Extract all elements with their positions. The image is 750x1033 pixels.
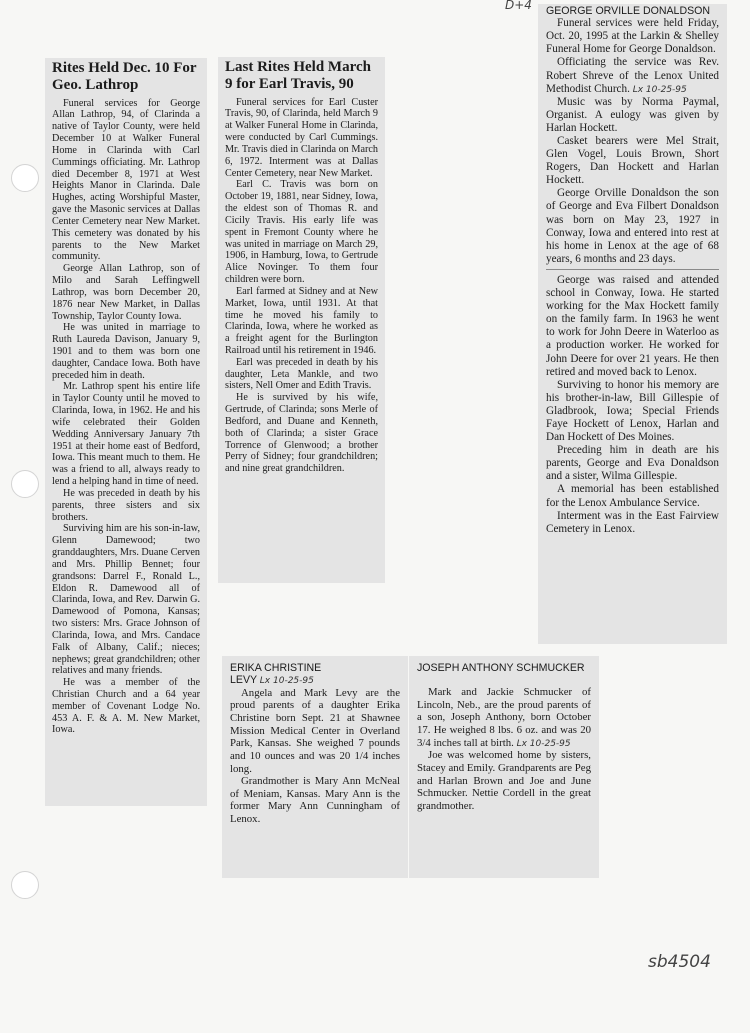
travis-paragraph: Funeral services for Earl Custer Travis, 90, of Clarinda, held March 9 at Walker Funeral Home in Clarinda, were conducted by Carl Cummings. Mr. Travis died in Clarinda on March 6, 1972. Interment was at Dallas Center Cemetery, near New Market.	[225, 96, 378, 179]
donaldson-paragraph: Surviving to honor his memory are his brother-in-law, Bill Gillespie of Gladbrook, Iowa; Special Friends Faye Hockett of Lenox, Harlan and Dan Hockett of Des Moines.	[546, 378, 719, 444]
schmucker-paragraph: Joe was welcomed home by sisters, Stacey and Emily. Grandparents are Peg and Harlan Brown and Joe and June Schmucker. Nettie Cordell in the great grandmother.	[417, 749, 591, 812]
donaldson-name: GEORGE ORVILLE DONALDSON	[546, 5, 711, 17]
donaldson-paragraph	[546, 56, 719, 95]
binder-hole	[11, 164, 39, 192]
levy-birth-announcement	[222, 656, 408, 878]
travis-paragraph: Earl was preceded in death by his daughter, Leta Mankle, and two sisters, Nell Omer and Edith Travis.	[225, 356, 378, 392]
donaldson-paragraph: Preceding him in death are his parents, George and Eva Donaldson and a sister, Wilma Gillespie.	[546, 444, 719, 483]
travis-obituary-clipping	[218, 57, 385, 583]
travis-paragraph: Earl C. Travis was born on October 19, 1881, near Sidney, Iowa, the eldest son of Thomas R. and Cicily Travis. His early life was spent in Fremont County where he was united in marriage on March 29, 1906, in Hamburg, Iowa, to Gertrude Alice Novinger. To them four children were born.	[225, 179, 378, 286]
donaldson-paragraph: George was raised and attended school in Conway, Iowa. He started working for the Max Hockett family on the family farm. In 1963 he went to work for John Deere in Waterloo as a production worker. He worked for John Deere for over 21 years. He then retired and moved back to Lenox.	[546, 273, 719, 378]
schmucker-birth-text: Mark and Jackie Schmucker of Lincoln, Neb., are the proud parents of a son, Joseph Anthony, born October 17. He weighed 8 lbs. 6 oz. and was 20 3/4 inches tall at birth.	[417, 686, 591, 749]
donaldson-officiant-text: Officiating the service was Rev. Robert Shreve of the Lenox United Methodist Church.	[546, 56, 719, 95]
donaldson-paragraph: George Orville Donaldson the son of George and Eva Filbert Donaldson was born on May 23, 1927 in Conway, Iowa and entered into rest at his home in Lenox at the age of 68 years, 6 months and 23 days.	[546, 187, 719, 265]
lathrop-obituary-clipping	[45, 58, 207, 806]
schmucker-paragraph	[417, 686, 591, 749]
lathrop-paragraph: Surviving him are his son-in-law, Glenn Damewood; two granddaughters, Mrs. Duane Cerven and Mrs. Phillip Bennet; four grandsons: Darrel F., Ronald L., Eldon R. Damewood all of Clarinda, Iowa, and Rev. Darwin G. Damewood of Pomona, Kansas; two sisters: Mrs. Grace Johnson of Clarinda, Iowa, and Mrs. Candace Falk of Albany, Calif.; nieces; nephews; great grandchildren; other relatives and many friends.	[52, 523, 200, 677]
handwritten-page-number: sb4504	[648, 952, 711, 972]
donaldson-paragraph: Casket bearers were Mel Strait, Glen Vogel, Louis Brown, Short Rogers, Dan Hockett and Harlan Hockett.	[546, 135, 719, 187]
lathrop-paragraph: Funeral services for George Allan Lathrop, 94, of Clarinda a native of Taylor County, were held December 10 at Walker Funeral Home in Clarinda with Carl Cummings officiating. Mr. Lathrop died December 8, 1971 at West Heights Manor in Clarinda. Dale Hughes, acting Worshipful Master, gave the Masonic services at Dallas Center Cemetery near New Market. This cemetery was donated by his parents to the New Market community.	[52, 97, 200, 263]
lathrop-paragraph: He was a member of the Christian Church and a 64 year member of Covenant Lodge No. 453 A. F. & A. M. New Market, Iowa.	[52, 677, 200, 736]
travis-paragraph: He is survived by his wife, Gertrude, of Clarinda; sons Merle of Bedford, and Duane and Kenneth, both of Clarinda; a sister Grace Torrence of Glenwood; a brother Perry of Sidney; four grandchildren; and nine great grandchildren.	[225, 392, 378, 475]
lathrop-paragraph: George Allan Lathrop, son of Milo and Sarah Leffingwell Lathrop, was born December 20, 1876 near New Market, in Dallas Township, Taylor County Iowa.	[52, 263, 200, 322]
clipping-divider	[546, 269, 719, 270]
donaldson-paragraph: Interment was in the East Fairview Cemetery in Lenox.	[546, 509, 719, 535]
lathrop-headline: Rites Held Dec. 10 For Geo. Lathrop	[52, 60, 197, 93]
donaldson-handwritten-date: Lx 10-25-95	[632, 84, 687, 95]
levy-name-row	[230, 674, 400, 687]
lathrop-paragraph: He was united in marriage to Ruth Laureda Davison, January 9, 1901 and to them was born one daughter, Candace Iowa. Both have preceded him in death.	[52, 322, 200, 381]
donaldson-paragraph: Funeral services were held Friday, Oct. 20, 1995 at the Larkin & Shelley Funeral Home for George Donaldson.	[546, 17, 719, 56]
schmucker-handwritten-date: Lx 10-25-95	[516, 738, 571, 749]
lathrop-paragraph: He was preceded in death by his parents, three sisters and six brothers.	[52, 487, 200, 523]
levy-handwritten-date: Lx 10-25-95	[259, 676, 314, 687]
levy-paragraph: Grandmother is Mary Ann McNeal of Meniam, Kansas. Mary Ann is the former Mary Ann Cunningham of Lenox.	[230, 775, 400, 826]
binder-hole	[11, 470, 39, 498]
donaldson-paragraph: A memorial has been established for the Lenox Ambulance Service.	[546, 483, 719, 509]
binder-hole	[11, 871, 39, 899]
schmucker-name: JOSEPH ANTHONY SCHMUCKER	[417, 662, 585, 674]
donaldson-obituary-clipping	[538, 4, 727, 644]
levy-paragraph: Angela and Mark Levy are the proud parents of a daughter Erika Christine born Sept. 21 at Shawnee Mission Medical Center in Overland Park, Kansas. She weighed 7 pounds and 10 ounces and was 20 1/4 inches long.	[230, 686, 400, 775]
levy-name-line1: ERIKA CHRISTINE	[230, 662, 322, 674]
schmucker-birth-announcement	[409, 656, 599, 878]
travis-headline: Last Rites Held March 9 for Earl Travis, 90	[225, 59, 371, 92]
levy-name-line2: LEVY	[230, 674, 258, 687]
travis-paragraph: Earl farmed at Sidney and at New Market, Iowa, until 1931. At that time he moved his family to Clarinda, Iowa, where he worked as a freight agent for the Burlington Railroad until his retirement in 1946.	[225, 285, 378, 356]
donaldson-paragraph: Music was by Norma Paymal, Organist. A eulogy was given by Harlan Hockett.	[546, 95, 719, 134]
handwritten-top-note: D+4	[505, 0, 532, 12]
lathrop-paragraph: Mr. Lathrop spent his entire life in Taylor County until he moved to Clarinda, Iowa, in 1962. He and his wife celebrated their Golden Wedding Anniversary January 7th 1951 at their home east of Bedford, Iowa. This meant much to them. He was a friend to all, always ready to lend a helping hand in time of need.	[52, 381, 200, 488]
